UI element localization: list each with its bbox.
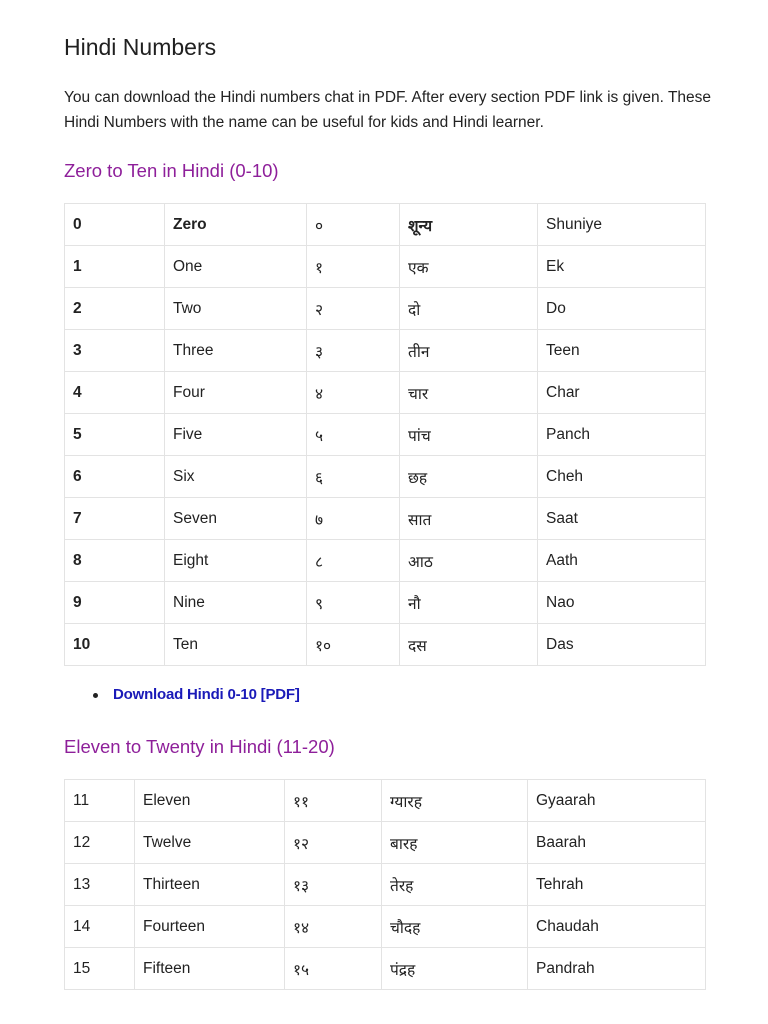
numeral-cell: 11 [65,780,135,822]
transliteration-cell: Chaudah [528,906,706,948]
transliteration-cell: Tehrah [528,864,706,906]
numeral-cell: 8 [65,540,165,582]
numeral-cell: 0 [65,204,165,246]
hindi-numeral-cell: १५ [285,948,382,990]
hindi-word-cell: तीन [400,330,538,372]
transliteration-cell: Cheh [538,456,706,498]
table-row [65,414,706,456]
english-name-cell: Eight [165,540,307,582]
hindi-numeral-cell: ११ [285,780,382,822]
english-name-cell: Fourteen [135,906,285,948]
table-row [65,822,706,864]
section-heading-0-10: Zero to Ten in Hindi (0-10) [64,160,279,181]
transliteration-cell: Baarah [528,822,706,864]
numeral-cell: 10 [65,624,165,666]
numeral-cell: 15 [65,948,135,990]
download-pdf-link[interactable]: Download Hindi 0-10 [PDF] [113,686,300,703]
transliteration-cell: Das [538,624,706,666]
hindi-word-cell: दो [400,288,538,330]
transliteration-cell: Panch [538,414,706,456]
transliteration-cell: Ek [538,246,706,288]
hindi-word-cell: चार [400,372,538,414]
table-row [65,582,706,624]
hindi-numeral-cell: १२ [285,822,382,864]
transliteration-cell: Gyaarah [528,780,706,822]
english-name-cell: One [165,246,307,288]
transliteration-cell: Teen [538,330,706,372]
numeral-cell: 9 [65,582,165,624]
hindi-numeral-cell: १० [307,624,400,666]
english-name-cell: Four [165,372,307,414]
table-row [65,498,706,540]
table-row [65,204,706,246]
numbers-table-11-20 [64,779,706,990]
numeral-cell: 5 [65,414,165,456]
transliteration-cell: Char [538,372,706,414]
hindi-numeral-cell: १४ [285,906,382,948]
hindi-word-cell: एक [400,246,538,288]
numbers-table-0-10 [64,203,706,666]
english-name-cell: Zero [165,204,307,246]
bullet-icon [93,693,98,698]
hindi-word-cell: ग्यारह [382,780,528,822]
transliteration-cell: Pandrah [528,948,706,990]
hindi-word-cell: शून्य [400,204,538,246]
table-row [65,780,706,822]
numeral-cell: 6 [65,456,165,498]
table-row [65,864,706,906]
list-item [96,686,300,703]
transliteration-cell: Aath [538,540,706,582]
hindi-numeral-cell: ८ [307,540,400,582]
hindi-numeral-cell: २ [307,288,400,330]
hindi-word-cell: पांच [400,414,538,456]
hindi-word-cell: पंद्रह [382,948,528,990]
english-name-cell: Fifteen [135,948,285,990]
english-name-cell: Thirteen [135,864,285,906]
table-row [65,246,706,288]
hindi-numeral-cell: १ [307,246,400,288]
table-row [65,456,706,498]
hindi-word-cell: तेरह [382,864,528,906]
hindi-word-cell: नौ [400,582,538,624]
table-row [65,906,706,948]
hindi-numeral-cell: ५ [307,414,400,456]
english-name-cell: Twelve [135,822,285,864]
hindi-word-cell: दस [400,624,538,666]
english-name-cell: Two [165,288,307,330]
page-title: Hindi Numbers [64,34,217,60]
transliteration-cell: Shuniye [538,204,706,246]
hindi-word-cell: चौदह [382,906,528,948]
numeral-cell: 14 [65,906,135,948]
english-name-cell: Eleven [135,780,285,822]
numeral-cell: 7 [65,498,165,540]
transliteration-cell: Nao [538,582,706,624]
hindi-numeral-cell: ३ [307,330,400,372]
download-list [96,686,300,703]
hindi-word-cell: आठ [400,540,538,582]
table-row [65,372,706,414]
hindi-word-cell: छह [400,456,538,498]
table-row [65,288,706,330]
table-row [65,330,706,372]
numeral-cell: 4 [65,372,165,414]
hindi-numeral-cell: ९ [307,582,400,624]
section-heading-11-20: Eleven to Twenty in Hindi (11-20) [64,736,335,757]
hindi-numeral-cell: ४ [307,372,400,414]
english-name-cell: Nine [165,582,307,624]
english-name-cell: Six [165,456,307,498]
numeral-cell: 12 [65,822,135,864]
numeral-cell: 2 [65,288,165,330]
english-name-cell: Seven [165,498,307,540]
hindi-numeral-cell: ० [307,204,400,246]
table-row [65,948,706,990]
numeral-cell: 13 [65,864,135,906]
hindi-word-cell: बारह [382,822,528,864]
table-row [65,624,706,666]
transliteration-cell: Do [538,288,706,330]
hindi-numeral-cell: ६ [307,456,400,498]
english-name-cell: Five [165,414,307,456]
table-row [65,540,706,582]
english-name-cell: Three [165,330,307,372]
hindi-numeral-cell: १३ [285,864,382,906]
hindi-word-cell: सात [400,498,538,540]
numeral-cell: 1 [65,246,165,288]
intro-paragraph: You can download the Hindi numbers chat in PDF. After every section PDF link is given. These Hindi Numbers with the name can be useful for kids and Hindi learner. [64,89,712,131]
numeral-cell: 3 [65,330,165,372]
hindi-numeral-cell: ७ [307,498,400,540]
english-name-cell: Ten [165,624,307,666]
transliteration-cell: Saat [538,498,706,540]
